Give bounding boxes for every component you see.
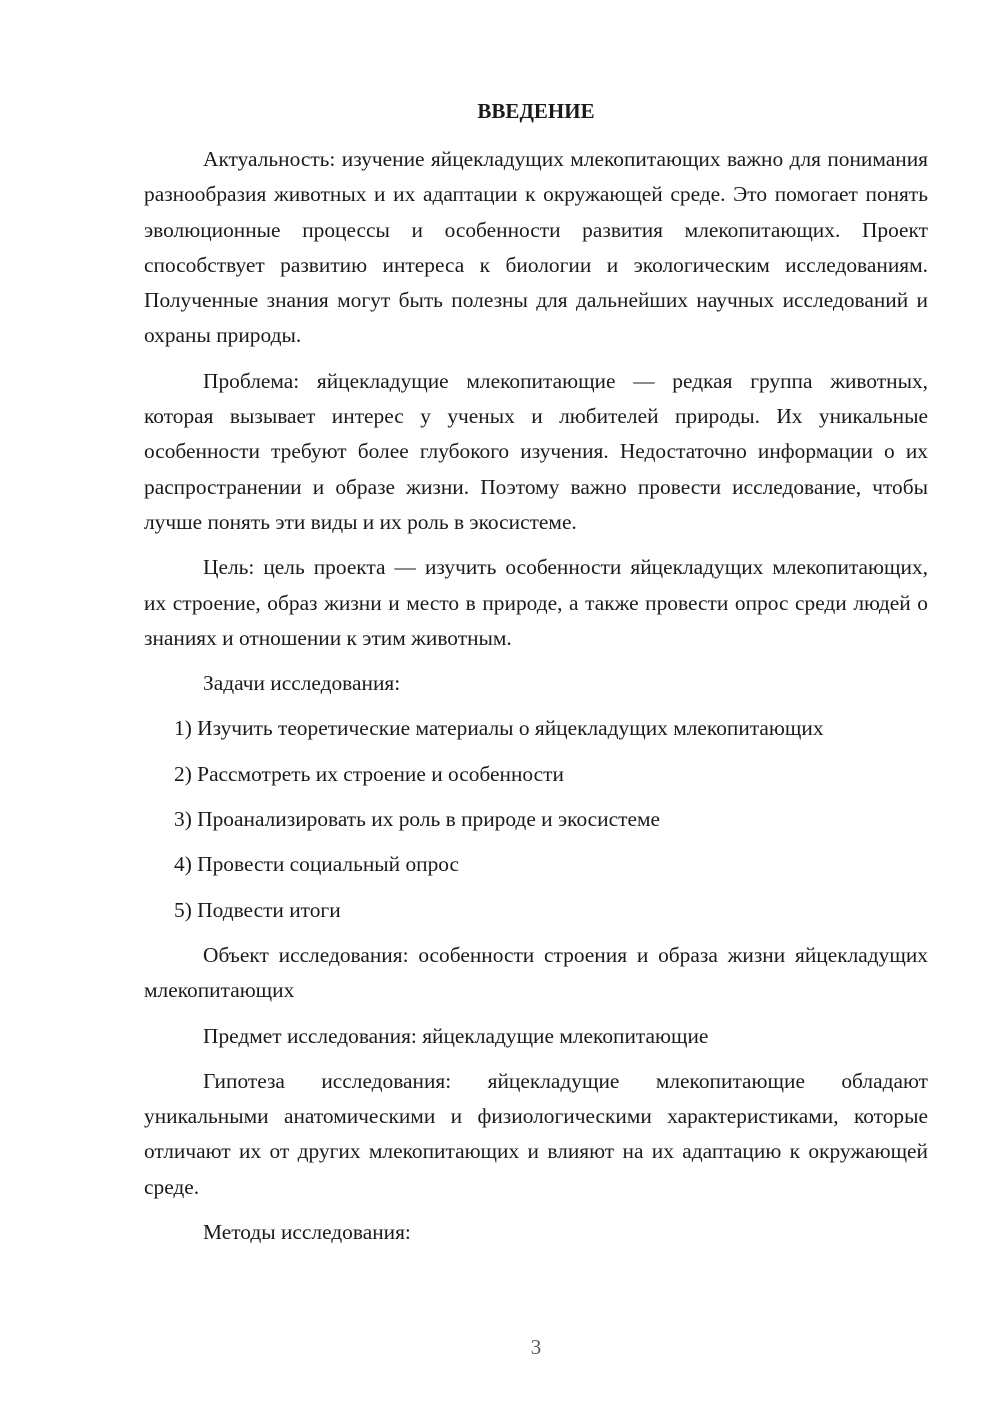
methods-title: Методы исследования: xyxy=(203,1220,411,1245)
tasks-list xyxy=(144,711,928,927)
task-item: 1) Изучить теоретические материалы о яйцекладущих млекопитающих xyxy=(174,716,824,741)
task-item: 3) Проанализировать их роль в природе и экосистеме xyxy=(174,807,660,832)
subject-paragraph: Предмет исследования: яйцекладущие млекопитающие xyxy=(203,1023,709,1048)
goal-paragraph: Цель: цель проекта — изучить особенности яйцекладущих млекопитающих, их строение, образ жизни и место в природе, а также провести опрос среди людей о знаниях и отношении к этим животным. xyxy=(144,555,928,650)
relevance-paragraph: Актуальность: изучение яйцекладущих млекопитающих важно для понимания разнообразия животных и их адаптации к окружающей среде. Это помогает понять эволюционные процессы и особенности развития млекопитающих. Проект способствует развитию интереса к биологии и экологическим исследованиям. Полученные знания могут быть полезны для дальнейших научных исследований и охраны природы. xyxy=(144,147,928,348)
task-item: 4) Провести социальный опрос xyxy=(174,852,460,877)
document-body xyxy=(144,142,928,1260)
object-paragraph: Объект исследования: особенности строения и образа жизни яйцекладущих млекопитающих xyxy=(144,942,928,1003)
task-item: 5) Подвести итоги xyxy=(174,897,341,922)
page-number: 3 xyxy=(530,1335,542,1359)
page-title: ВВЕДЕНИЕ xyxy=(477,99,595,123)
problem-paragraph: Проблема: яйцекладущие млекопитающие — редкая группа животных, которая вызывает интерес у ученых и любителей природы. Их уникальные особенности требуют более глубокого изучения. Недостаточно информации о их распространении и образе жизни. Поэтому важно провести исследование, чтобы лучше понять эти виды и их роль в экосистеме. xyxy=(144,368,928,534)
tasks-title: Задачи исследования: xyxy=(203,671,401,696)
document-page xyxy=(144,0,928,1414)
hypothesis-paragraph: Гипотеза исследования: яйцекладущие млекопитающие обладают уникальными анатомическими и физиологическими характеристиками, которые отличают их от других млекопитающих и влияют на их адаптацию к окружающей среде. xyxy=(144,1068,928,1199)
task-item: 2) Рассмотреть их строение и особенности xyxy=(174,761,564,786)
